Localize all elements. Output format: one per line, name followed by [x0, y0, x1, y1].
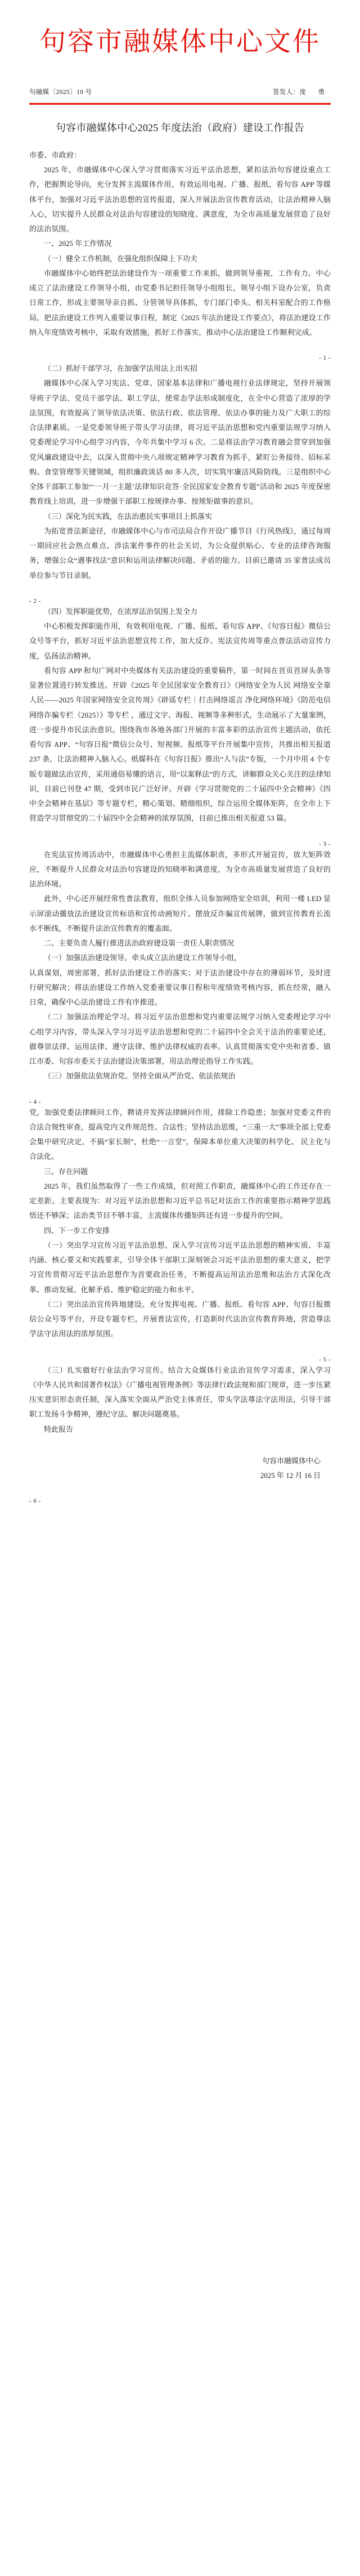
letterhead-red-rule [29, 103, 331, 104]
paragraph-one-4a: 中心积极发挥职能作用，有效利用电视、广播、报纸、看句容 APP、《句容日报》微信公众号等平台，抓好习近平法治思想宣传工作，加大反诈、宪法宣传周等重点普法活动宣传力度，弘扬法治精神。 [29, 622, 331, 660]
page-2-spacer [29, 583, 331, 598]
page-number-5: - 5 - [319, 1356, 331, 1363]
page-1-spacer [29, 340, 331, 355]
organization-title: 句容市融媒体中心文件 [39, 28, 321, 57]
page-4-spacer [29, 1084, 331, 1099]
page-6 [0, 1363, 360, 1504]
heading-section-one-4: （四）发挥职能优势，在浓厚法治氛围上发全力 [44, 607, 198, 616]
page-number-1: - 1 - [319, 355, 331, 361]
heading-section-two: 二、主要负责人履行推进法治政府建设第一责任人职责情况 [44, 939, 235, 947]
heading-section-four: 四、下一步工作安排 [44, 1226, 110, 1235]
page-2 [0, 361, 360, 604]
closing-statement: 特此报告 [44, 1424, 74, 1433]
paragraph-one-4d: 此外，中心还开展经常性普法教育，组织全体人员参加网络安全培训，利用一楼 LED 显示屏滚动播放法治建设宣传标语和宣传动画短片、摆放反诈骗宣传展牌，做到宣传教育长流水不断线，不断提升法治宣传教育的覆盖面。 [29, 894, 331, 933]
heading-section-one-1: （一）健全工作机制，在强化组织保障上下功夫 [44, 254, 198, 263]
paragraph-four-2: （二）突出法治宣传阵地建设。充分发挥电视、广播、报纸、看句容 APP、句容日报微信公众号等平台，开设专题专栏，开展普法宣传，打造新时代法治宣传教育阵地，营造尊法学法守法用法的浓厚氛围。 [29, 1300, 331, 1338]
signer-block [273, 87, 331, 96]
heading-section-one: 一、2025 年工作情况 [44, 239, 112, 248]
heading-section-three: 三、存在问题 [44, 1167, 88, 1176]
page-number-4: - 4 - [29, 1098, 41, 1105]
page-3 [0, 604, 360, 848]
paragraph-one-4b: 看句容 APP 和句广网对中央媒体有关法治建设的重要稿件，第一时间在首页首屏头条等显著位置进行转发推送。开辟《2025 年全民国家安全教育日》《网络安全为人民 网络安全靠人民——2025 年国家网络安全宣传周》《辟谣专栏｜打击网络谣言 净化网络环境》《防范电信网络诈骗专栏（2025）》等专栏 ，通过文字、海报、视频等多种形式，生动展示了大量案例，进一步提升市民法治意识。围绕我市各地各部门开展的丰富多彩的法治宣传主题活动，依托看句容 APP、“句容日报”微信公众号、短视频、报纸等平台开展集中宣传，共推出相关报道 237 条，让法治精神入脑入心。纸媒科在《句容日报》推出“人与法”专版，一个月中用 4 个专版专题做法治宣传，采用通俗易懂的语言，用“以案释法”的方式，讲解群众关心关注的法律知识，目前已刊登 47 期，受到市民广泛好评。开辟《学习贯彻党的二十届四中全会精神》《四中全会精神在基层》等专题专栏，精心策划、精细组织，综合运用全媒体矩阵，在全市上下营造学习贯彻党的二十届四中全会精神的浓厚氛围，目前已推出相关报道 53 篇。 [29, 666, 331, 823]
signer-label: 签发人： [272, 89, 300, 96]
letterhead-meta-row [29, 87, 331, 96]
heading-section-two-1: （一）加强法治建设领导。牵头成立法治建设工作领导小组， [44, 953, 242, 962]
paragraph-four-3: （三）扎实做好行业法治学习宣传。结合大众媒体行业法治宣传学习需求，深入学习《中华人民共和国著作权法》《广播电视管理条例》等法律行政法规和部门规章，进一步压紧压实意识形态责任制，深入落实全面从严治党主体责任，带头学法尊法守法用法，引导干部职工发扬斗争精神，遵纪守法、解决问题奠基。 [29, 1365, 331, 1419]
paragraph-two-1: 认真谋划，周密部署，抓好法治建设工作的落实；对于法治建设中存在的薄弱环节，及时进行研究解决；将法治建设工作纳入党委重要议事日程和年度绩效考核内容，抓在经常，融入日常，确保中心法治建设工作有序推进。 [29, 968, 331, 1006]
page-6-spacer [29, 1483, 331, 1498]
signer-name: 庞 勇 [299, 89, 327, 96]
page-number-2: - 2 - [29, 597, 41, 604]
paragraph-one-4c: 在宪法宣传周活动中，市融媒体中心勇担主流媒体职责，多形式开展宣传，放大矩阵效应，不断提升人民群众对法治句容建设的知晓率和满意度，为全市高质量发展营造了良好的法治环境。 [29, 850, 331, 888]
paragraph-two-3b: 党，加强党委法律顾问工作，聘请并发挥法律顾问作用，排除工作隐患；加强对党委文件的合法合规性审查，提高党内文件规范性、合法性；坚持法治思维，“三重一大”事项全部上党委会集中研究决定，不搞“家长制”，杜绝“一言堂”，保障本单位重大决策的科学化、 民主化与合法化。 [29, 1108, 331, 1161]
paragraph-one-1: 市融媒体中心始终把法治建设作为一项重要工作来抓，做到领导重视，工作有力。中心成立了法治建设工作领导小组，由党委书记担任领导小组组长，领导小组下设办公室，负责日常工作，形成主要领导亲自抓、分管领导具体抓，专门部门牵头、相关科室配合的工作格局。把法治建设工作列入重要议事日程，制定《2025 年法治建设工作要点》，将法治建设工作纳入年度绩效考核中，采取有效措施，抓好工作落实，推动中心法治建设工作顺利完成。 [29, 268, 331, 337]
signature-block [29, 1454, 331, 1483]
document-number: 句融媒〔2025〕10 号 [29, 89, 92, 96]
page-1 [0, 0, 360, 361]
letterhead [29, 0, 331, 105]
paragraph-four-1: （一）突出学习宣传习近平法治思想。深入学习宣传习近平法治思想的精神实质、丰富内涵、核心要义和实践要求，引导全体干部职工深刻领会习近平法治思想的重大意义，把学习宣传贯彻习近平法治思想作为首要政治任务，不断提高运用法治思维和法治方式深化改革、推动发展、化解矛盾、维护稳定的能力和水平。 [29, 1240, 331, 1294]
salutation: 市委、市政府： [29, 151, 82, 159]
heading-section-one-3: （三）深化为民实践，在法治惠民实事项目上抓落实 [44, 512, 213, 521]
page-4 [0, 848, 360, 1105]
paragraph-one-2: 融媒体中心深入学习宪法、党章、国家基本法律和广播电视行业法律规定，坚持开展领导班子学法、党员干部学法、职工学法，使常态学法形成制度化，在全中心营造了浓厚的学法氛围，有效提高了领导依法决策、依法行政、依法管理、依法办事的能力及广大职工的综合法律素质。一是党委领导班子带头学习法律，将习近平法治思想和党内重要法规学习纳入党委理论学习中心组学习内容，今年共集中学习 6 次。二是将法治学习教育融会贯穿到加强党风廉政建设中去，以深入贯彻中央八项规定精神学习教育为抓手，紧盯公务接待、招标采购、食堂管理等关键领域，组织廉政谈话 80 多人次，切实筑牢廉洁风险防线。三是组织中心全体干部职工参加“‘一月一主题’法律知识竞答·全民国家安全教育专题”活动和 2025 年度保密教育线上培训，进一步增强干部职工按规律办事、按规矩做事的意识。 [29, 379, 331, 506]
signature-organization: 句容市融媒体中心 [262, 1456, 321, 1465]
paragraph-three: 2025 年，我们虽然取得了一些工作成绩，但对照工作职责，融媒体中心的工作还存在一定差距。主要表现为：对习近平法治思想和习近平总书记对法治工作的重要指示精神学思践悟还不够深；法治类节目不够丰富，主流媒体传播矩阵还有进一步提升的空间。 [29, 1181, 331, 1220]
paragraph-intro: 2025 年，市融媒体中心深入学习贯彻落实习近平法治思想，紧扣法治句容建设重点工作，把握舆论导向，充分发挥主流媒体作用，有效运用电视、广播、报纸、看句容 APP 等媒体平台，加强对习近平法治思想的宣传报道，深入开展法治宣传教育活动，让法治精神入脑入心，切实提升人民群众对法治句容建设的知晓度、满意度，为全市高质量发展营造了良好的法治氛围。 [29, 165, 331, 233]
page-number-3: - 3 - [319, 840, 331, 848]
page-title: 句容市融媒体中心2025 年度法治（政府）建设工作报告 [56, 122, 304, 133]
paragraph-two-3a: （三）加强依法依规治党。坚持全面从严治党、依法依规治 [44, 1072, 236, 1081]
signature-date: 2025 年 12 月 16 日 [260, 1471, 321, 1480]
page-number-6: - 6 - [29, 1497, 41, 1504]
page-5-spacer [29, 1342, 331, 1356]
paragraph-two-2: （二）加强法治理论学习。将习近平法治思想和党内重要法规学习纳入党委理论学习中心组学习内容，带头深入学习习近平法治思想和党的二十届四中全会关于法治的重要论述，做尊崇法律、运用法律、遵守法律、维护法律权威的表率。认真贯彻落实党中央和省委、镇江市委、句容市委关于法治建设决策部署，用法治理论指导工作实践。 [29, 1013, 331, 1065]
page-3-spacer [29, 826, 331, 841]
page-5 [0, 1105, 360, 1363]
paragraph-one-3: 为拓宽普法新途径，市融媒体中心与市司法局合作开设广播节目《行风热线》，通过每周一期回应社会热点难点、涉法案件事件的社会关切，为公众提供贴心、专业的法律咨询服务，增强公众“遇事找法”意识和运用法律解决问题、矛盾的能力。目前已邀请 35 家普法成员单位参与节目录制。 [29, 526, 331, 580]
heading-section-one-2: （二）抓好干部学习，在加强学法用法上出实招 [44, 364, 198, 373]
